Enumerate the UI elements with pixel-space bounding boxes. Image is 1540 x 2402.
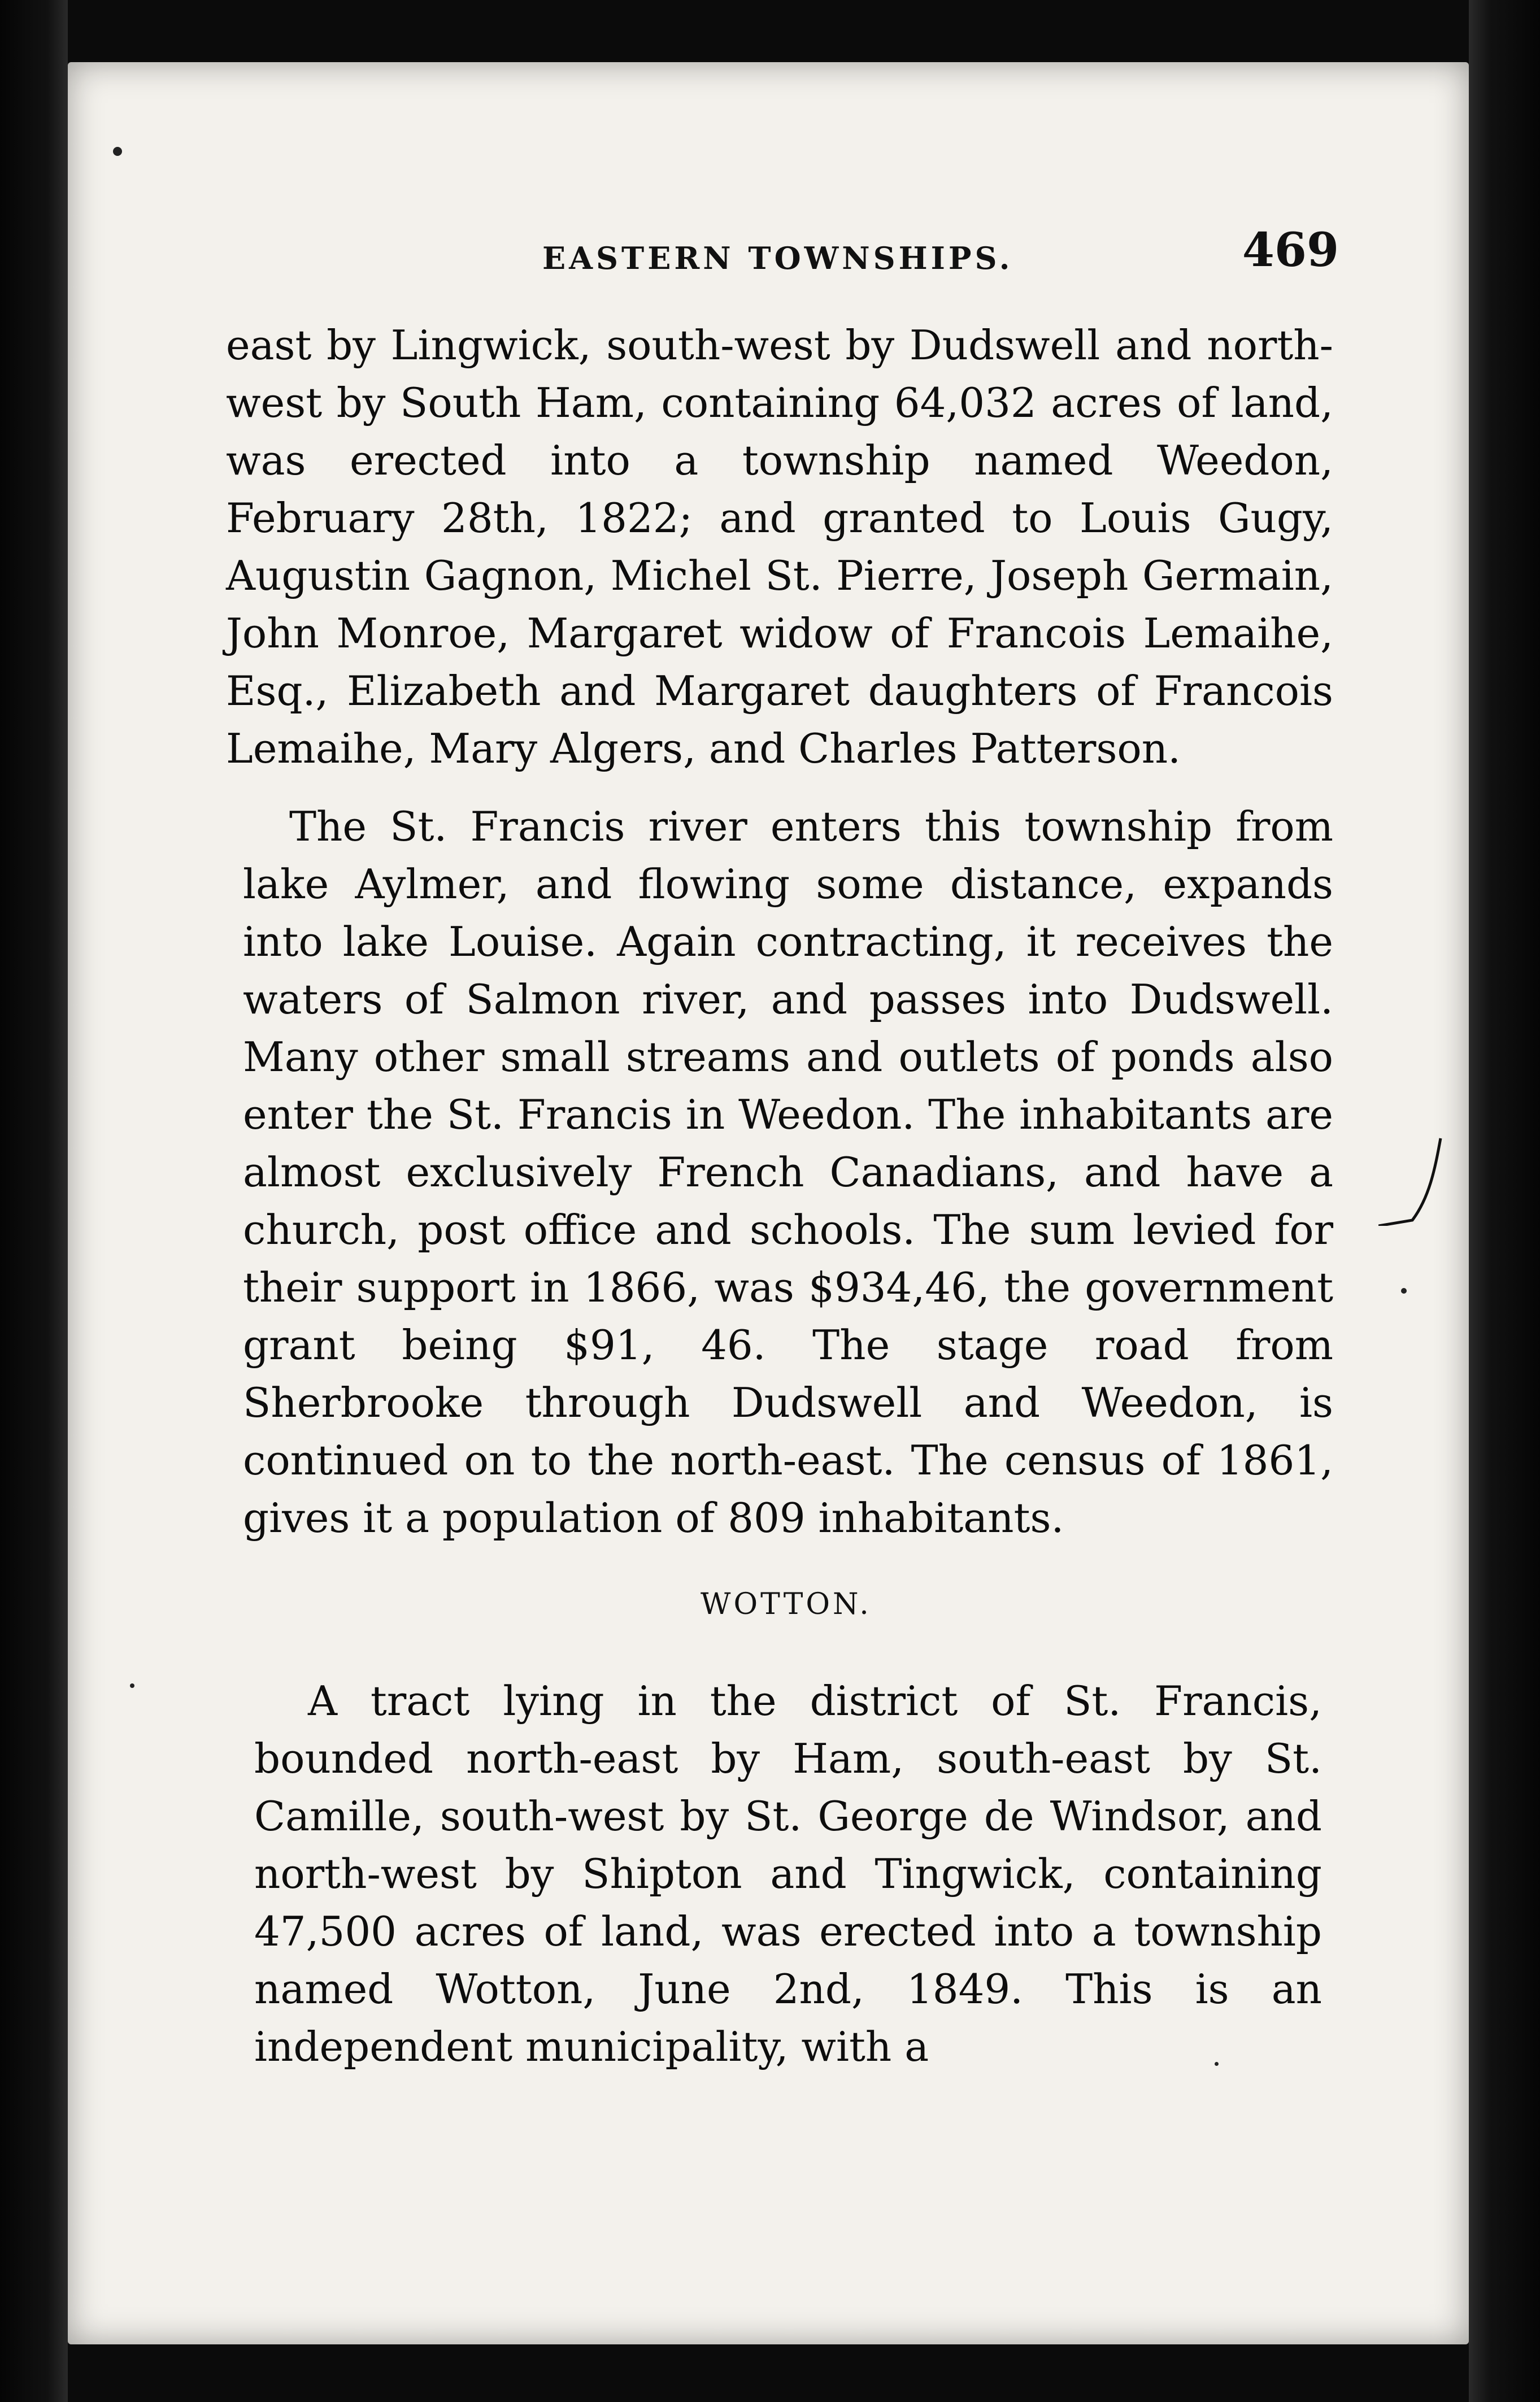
scan-speck [1401,1288,1407,1294]
scan-speck [113,147,122,156]
scan-speck [1215,2062,1219,2066]
paragraph-weedon-description: The St. Francis river enters this township from lake Aylmer, and flowing some distance, expands into lake Louise. Again contracting, it receives the waters of Salmon river, and passes into Dudswell. Many other small streams and outlets of ponds also enter the St. Francis in Weedon. The inhabitants are almost exclusively French Canadians, and have a church, post office and schools. The sum levied for their support in 1866, was $934,46, the government grant being $91, 46. The stage road from Sherbrooke through Dudswell and Weedon, is continued on to the north-east. The census of 1861, gives it a population of 809 inhabitants. [243,803,1333,1542]
scan-speck [130,1683,134,1688]
scan-edge-left [0,0,68,2402]
paragraph-weedon-grant: east by Lingwick, south-west by Dudswell and north-west by South Ham, containing 64,032 acres of land, was erected into a township named Weedon, February 28th, 1822; and granted to Louis Gugy, Augustin Gagnon, Michel St. Pierre, Joseph Germain, John Monroe, Margaret widow of Francois Lemaihe, Esq., Elizabeth and Margaret daughters of Francois Lemaihe, Mary Algers, and Charles Patterson. [226,321,1333,772]
paragraph-wotton: A tract lying in the district of St. Francis, bounded north-east by Ham, south-east by St. Camille, south-west by St. George de Windsor, and north-west by Shipton and Tingwick, containing 47,500 acres of land, was erected into a township named Wotton, June 2nd, 1849. This is an independent municipality, with a [254,1677,1322,2070]
scan-edge-right [1469,0,1540,2402]
page-number: 469 [1242,223,1339,277]
running-head: EASTERN TOWNSHIPS. [542,240,1013,276]
margin-pencil-mark [1378,1135,1446,1226]
section-title-wotton: WOTTON. [701,1587,872,1621]
page-header [237,223,1339,285]
